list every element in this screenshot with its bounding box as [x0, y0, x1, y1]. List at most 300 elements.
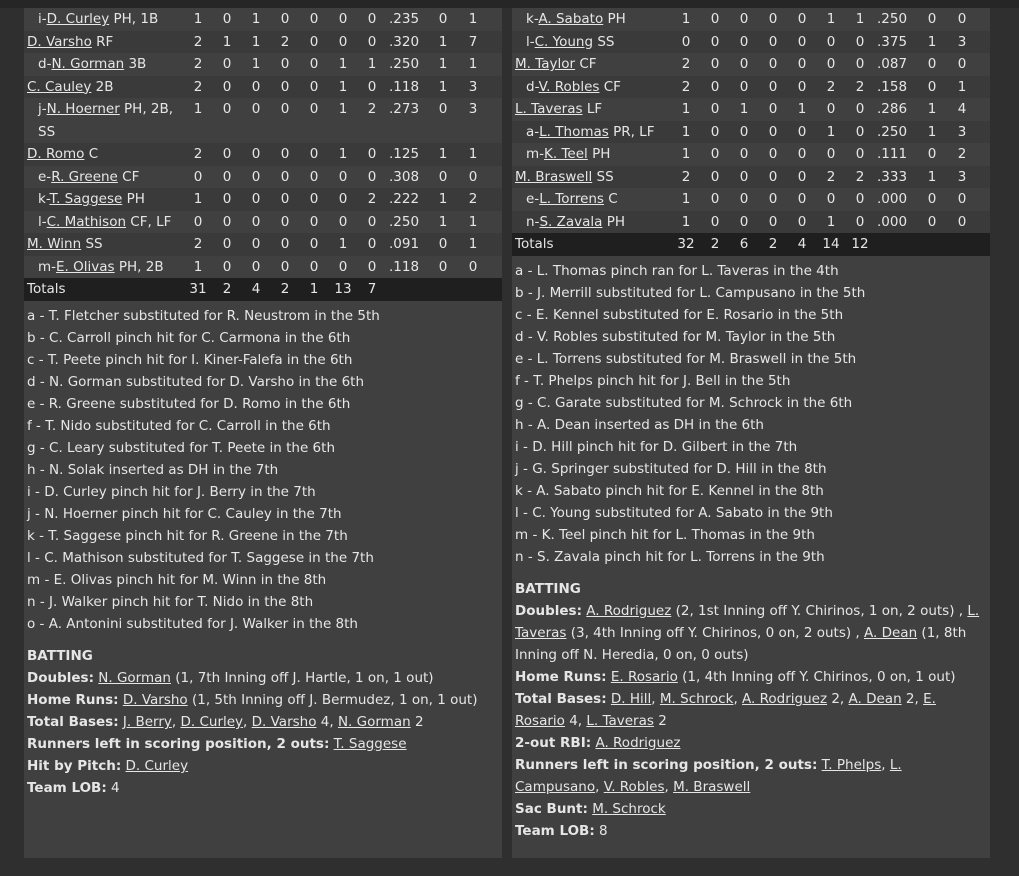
stat-cell: 0 [367, 258, 377, 275]
stat-cell: 2 [855, 168, 865, 185]
player-position: SS [593, 33, 615, 50]
stat-cell: 0 [797, 191, 807, 207]
stat-cell: 1 [438, 213, 448, 230]
player-link[interactable]: K. Teel [544, 146, 588, 162]
totals-row [24, 278, 502, 301]
player-position: PH, 1B [109, 11, 159, 27]
player-link[interactable]: D. Varsho [251, 714, 317, 730]
stat-cell: 0 [927, 146, 937, 162]
batting-stat-text: 2, [901, 691, 924, 707]
batting-stat-text: , [595, 779, 604, 795]
stat-cell: 2 [367, 101, 377, 117]
substitution-note: f - T. Nido substituted for C. Carroll in the 6th [27, 418, 331, 434]
batting-stat-text: 2 [410, 714, 424, 730]
player-link[interactable]: D. Curley [46, 11, 110, 27]
stat-cell: .273 [388, 101, 420, 117]
away-box-score-panel [24, 8, 502, 858]
stat-cell: 2 [280, 33, 290, 50]
batting-stat-line [515, 666, 987, 688]
stat-cell: 2 [681, 78, 691, 95]
totals-label: Totals [27, 281, 66, 297]
stat-cell: 1 [251, 56, 261, 72]
player-cell [38, 188, 192, 211]
stat-cell: 0 [739, 11, 749, 27]
player-link[interactable]: L. Campusano [515, 757, 902, 795]
stat-cell: 1 [468, 11, 478, 27]
stat-cell: 0 [710, 56, 720, 72]
substitution-note: e - R. Greene substituted for D. Romo in the 6th [27, 396, 351, 412]
player-cell [38, 211, 192, 234]
stat-cell: 1 [338, 236, 348, 252]
stat-cell: 0 [739, 146, 749, 162]
player-link[interactable]: T. Phelps [821, 757, 882, 773]
batting-stat-line [27, 755, 499, 777]
stat-cell: 0 [438, 11, 448, 27]
player-link[interactable]: M. Braswell [515, 168, 593, 185]
batting-stat-label: Team LOB: [515, 823, 595, 839]
stat-cell: 1 [338, 146, 348, 162]
player-link[interactable]: M. Taylor [515, 56, 576, 72]
player-link[interactable]: L. Taveras [586, 713, 654, 729]
substitution-notes [512, 256, 990, 568]
stat-cell: 3 [957, 123, 967, 140]
stat-cell: 0 [309, 236, 319, 252]
stat-cell: 0 [710, 101, 720, 117]
player-link[interactable]: M. Winn [27, 236, 82, 252]
stat-cell: 0 [710, 123, 720, 140]
stat-cell: 0 [710, 168, 720, 185]
stat-cell: .308 [388, 168, 420, 185]
stat-cell: 0 [280, 11, 290, 27]
sub-letter: e- [526, 191, 540, 207]
batting-title: BATTING [27, 648, 93, 664]
player-link[interactable]: L. Thomas [539, 123, 609, 140]
player-link[interactable]: E. Rosario [515, 691, 936, 729]
player-link[interactable]: D. Varsho [27, 33, 92, 50]
batting-section [24, 635, 502, 799]
player-link[interactable]: N. Gorman [51, 56, 125, 72]
stat-cell: 0 [855, 146, 865, 162]
stat-cell: 0 [826, 101, 836, 117]
stat-cell: 0 [927, 11, 937, 27]
stat-cell: 0 [280, 101, 290, 117]
stat-cell: 0 [251, 78, 261, 95]
sub-letter: n- [526, 213, 540, 230]
table-row [512, 166, 990, 189]
stat-cell: 0 [309, 56, 319, 72]
stat-cell: .250 [876, 11, 908, 27]
batting-stat-line [27, 689, 499, 711]
stat-cell: 0 [710, 146, 720, 162]
stat-cell: 0 [739, 123, 749, 140]
stat-cell: .091 [388, 236, 420, 252]
stat-cell: 0 [768, 33, 778, 50]
stat-cell: 0 [957, 213, 967, 230]
stat-cell: 2 [681, 168, 691, 185]
stat-cell: 0 [797, 123, 807, 140]
table-row [512, 53, 990, 76]
totals-row [512, 233, 990, 256]
player-link[interactable]: N. Gorman [337, 714, 411, 730]
stat-cell: 0 [280, 258, 290, 275]
stat-cell: 1 [468, 236, 478, 252]
player-position: PH, 2B [114, 258, 164, 275]
player-cell [515, 98, 680, 121]
player-position: CF [575, 56, 597, 72]
stat-cell: .111 [876, 146, 908, 162]
stat-cell: 0 [367, 78, 377, 95]
player-position: C [603, 191, 618, 207]
stat-cell: 0 [739, 33, 749, 50]
sub-letter: l- [38, 213, 47, 230]
stat-cell: 2 [193, 236, 203, 252]
batting-stat-line [515, 798, 987, 820]
player-link[interactable]: M. Schrock [592, 801, 666, 817]
stat-cell: 3 [468, 101, 478, 117]
player-link[interactable]: L. Torrens [539, 191, 604, 207]
batting-stat-text: (2, 1st Inning off Y. Chirinos, 1 on, 2 outs) , [671, 603, 968, 619]
batting-stat-label: Team LOB: [27, 780, 107, 796]
stat-cell: 0 [768, 123, 778, 140]
substitution-note: n - J. Walker pinch hit for T. Nido in the 8th [27, 594, 314, 610]
player-position: PH [587, 146, 611, 162]
player-position: RF [91, 33, 114, 50]
stat-cell: 1 [826, 11, 836, 27]
sub-letter: d- [38, 56, 52, 72]
batting-stat-line [515, 600, 987, 666]
stat-cell: 0 [338, 33, 348, 50]
substitution-note: o - A. Antonini substituted for J. Walker in the 8th [27, 616, 358, 632]
player-link[interactable]: T. Saggese [333, 736, 407, 752]
stat-cell: 0 [222, 56, 232, 72]
stat-cell: 1 [468, 56, 478, 72]
player-position: SS [592, 168, 614, 185]
table-row [24, 256, 502, 279]
sub-letter: m- [38, 258, 57, 275]
stat-cell: 0 [468, 168, 478, 185]
player-position: LF [582, 101, 603, 117]
stat-cell: 0 [309, 258, 319, 275]
stat-cell: 1 [957, 78, 967, 95]
stat-cell: 0 [222, 78, 232, 95]
stat-cell: .250 [876, 123, 908, 140]
player-cell [38, 8, 192, 31]
stat-cell: 0 [280, 78, 290, 95]
stat-cell: 1 [222, 33, 232, 50]
stat-cell: 4 [957, 101, 967, 117]
batting-stat-label: Home Runs: [27, 692, 119, 708]
totals-stat: 31 [189, 281, 207, 297]
player-cell [526, 143, 680, 166]
stat-cell: 0 [309, 168, 319, 185]
player-link[interactable]: L. Taveras [515, 603, 980, 641]
batting-stat-line [515, 688, 987, 732]
stat-cell: 1 [367, 56, 377, 72]
stat-cell: 0 [768, 101, 778, 117]
substitution-note: i - D. Curley pinch hit for J. Berry in the 7th [27, 484, 316, 500]
player-link[interactable]: V. Robles [603, 779, 665, 795]
player-link[interactable]: L. Taveras [515, 101, 583, 117]
player-link[interactable]: D. Romo [27, 146, 85, 162]
stat-cell: 0 [251, 258, 261, 275]
stat-cell: 0 [280, 56, 290, 72]
stat-cell: 0 [710, 213, 720, 230]
stat-cell: 0 [309, 191, 319, 207]
stat-cell: 2 [468, 191, 478, 207]
batting-stat-text: (1, 4th Inning off Y. Chirinos, 0 on, 1 out) [677, 669, 956, 685]
substitution-note: i - D. Hill pinch hit for D. Gilbert in the 7th [515, 439, 798, 455]
player-link[interactable]: T. Saggese [49, 191, 123, 207]
stat-cell: 0 [222, 213, 232, 230]
stat-cell: 0 [768, 146, 778, 162]
player-position: PH [603, 11, 626, 27]
batting-stat-text: , [881, 757, 890, 773]
player-link[interactable]: S. Zavala [539, 213, 603, 230]
stat-cell: 0 [797, 11, 807, 27]
stat-cell: 0 [338, 258, 348, 275]
stat-cell: 0 [367, 33, 377, 50]
stat-cell: 0 [222, 168, 232, 185]
totals-stat: 13 [334, 281, 352, 297]
table-row [24, 98, 502, 143]
player-link[interactable]: M. Braswell [673, 779, 751, 795]
batting-stat-label: Home Runs: [515, 669, 607, 685]
stat-cell: 0 [826, 146, 836, 162]
player-position: PR, LF [608, 123, 655, 140]
player-link[interactable]: R. Greene [51, 168, 118, 185]
player-link[interactable]: A. Sabato [538, 11, 604, 27]
stat-cell: 0 [222, 236, 232, 252]
stat-cell: .000 [876, 191, 908, 207]
player-cell [27, 233, 192, 256]
stat-cell: 0 [739, 191, 749, 207]
substitution-note: h - N. Solak inserted as DH in the 7th [27, 462, 279, 478]
stat-cell: 1 [681, 213, 691, 230]
table-row [512, 8, 990, 31]
player-link[interactable]: A. Rodriguez [742, 691, 828, 707]
substitution-note: n - S. Zavala pinch hit for L. Torrens in the 9th [515, 549, 825, 565]
player-link[interactable]: A. Rodriguez [586, 603, 672, 619]
stat-cell: 2 [826, 168, 836, 185]
stat-cell: 1 [338, 78, 348, 95]
table-row [512, 143, 990, 166]
player-cell [38, 53, 192, 76]
stat-cell: 0 [309, 146, 319, 162]
stat-cell: 0 [280, 191, 290, 207]
stat-cell: 0 [797, 168, 807, 185]
stat-cell: 0 [438, 258, 448, 275]
table-row [512, 121, 990, 144]
stat-cell: 1 [927, 123, 937, 140]
stat-cell: 0 [739, 168, 749, 185]
player-link[interactable]: N. Hoerner [46, 101, 120, 117]
substitution-note: m - E. Olivas pinch hit for M. Winn in the 8th [27, 572, 327, 588]
player-link[interactable]: C. Mathison [46, 213, 127, 230]
stat-cell: 1 [438, 56, 448, 72]
stat-cell: 0 [927, 78, 937, 95]
table-row [24, 188, 502, 211]
stat-cell: 2 [193, 78, 203, 95]
stat-cell: 1 [927, 101, 937, 117]
sub-letter: e- [38, 168, 52, 185]
stat-cell: 0 [927, 191, 937, 207]
stat-cell: 0 [797, 78, 807, 95]
substitution-note: h - A. Dean inserted as DH in the 6th [515, 417, 764, 433]
player-cell [27, 76, 192, 99]
substitution-note: b - C. Carroll pinch hit for C. Carmona in the 6th [27, 330, 351, 346]
stat-cell: .375 [876, 33, 908, 50]
stat-cell: 0 [338, 168, 348, 185]
stat-cell: 0 [338, 213, 348, 230]
player-position: PH [602, 213, 625, 230]
player-cell [526, 76, 680, 99]
stat-cell: 2 [826, 78, 836, 95]
stat-cell: 0 [768, 213, 778, 230]
stat-cell: 1 [438, 146, 448, 162]
top-strip [0, 0, 1019, 8]
batting-stat-text: , [171, 714, 181, 730]
player-cell [38, 256, 192, 279]
player-cell [38, 166, 192, 189]
totals-stat: 7 [367, 281, 377, 297]
totals-stat: 2 [768, 236, 778, 252]
stat-cell: 1 [468, 213, 478, 230]
player-link[interactable]: C. Young [534, 33, 594, 50]
stat-cell: .118 [388, 78, 420, 95]
batting-stat-label: Sac Bunt: [515, 801, 588, 817]
stat-cell: 0 [338, 191, 348, 207]
stat-cell: 2 [193, 56, 203, 72]
player-link[interactable]: C. Cauley [27, 78, 92, 95]
table-row [512, 76, 990, 99]
player-link[interactable]: V. Robles [538, 78, 600, 95]
player-link[interactable]: A. Dean [848, 691, 902, 707]
batting-title: BATTING [515, 581, 581, 597]
batting-stat-text: (1, 8th Inning off N. Heredia, 0 on, 0 outs) [515, 625, 967, 663]
stat-cell: 0 [739, 213, 749, 230]
stat-cell: .087 [876, 56, 908, 72]
stat-cell: 0 [855, 191, 865, 207]
stat-cell: 0 [309, 101, 319, 117]
stat-cell: 0 [222, 191, 232, 207]
substitution-note: d - N. Gorman substituted for D. Varsho in the 6th [27, 374, 365, 390]
stat-cell: .158 [876, 78, 908, 95]
stat-cell: 0 [438, 101, 448, 117]
totals-stat: 2 [222, 281, 232, 297]
player-position: CF [599, 78, 621, 95]
player-cell [526, 8, 680, 31]
stat-cell: 0 [768, 191, 778, 207]
stat-cell: 0 [309, 33, 319, 50]
totals-stat: 4 [797, 236, 807, 252]
stat-cell: 1 [826, 123, 836, 140]
player-position: CF [117, 168, 140, 185]
batting-stat-label: Runners left in scoring position, 2 outs: [27, 736, 330, 752]
batting-stat-text: 2 [653, 713, 667, 729]
sub-letter: i- [38, 11, 47, 27]
stat-cell: 0 [309, 213, 319, 230]
batting-stat-line [515, 754, 987, 798]
table-row [24, 211, 502, 234]
batting-stat-text: 4, [564, 713, 587, 729]
stat-cell: 0 [927, 213, 937, 230]
stat-cell: 0 [957, 11, 967, 27]
table-row [24, 31, 502, 54]
stat-cell: 0 [280, 168, 290, 185]
stat-cell: 0 [309, 11, 319, 27]
stat-cell: 0 [251, 146, 261, 162]
player-cell [515, 166, 680, 189]
player-link[interactable]: D. Curley [180, 714, 244, 730]
stat-cell: 0 [193, 168, 203, 185]
batting-stat-label: 2-out RBI: [515, 735, 592, 751]
stat-cell: .250 [388, 56, 420, 72]
stat-cell: 0 [222, 11, 232, 27]
substitution-note: g - C. Garate substituted for M. Schrock in the 6th [515, 395, 853, 411]
stat-cell: 0 [438, 236, 448, 252]
stat-cell: 0 [222, 146, 232, 162]
totals-stat: 6 [739, 236, 749, 252]
batting-stat-text: 8 [594, 823, 608, 839]
sub-letter: j- [38, 101, 47, 117]
substitution-note: e - L. Torrens substituted for M. Braswell in the 5th [515, 351, 857, 367]
stat-cell: .320 [388, 33, 420, 50]
stat-cell: 0 [710, 191, 720, 207]
stat-cell: 1 [338, 101, 348, 117]
stat-cell: 1 [681, 11, 691, 27]
substitution-note: b - J. Merrill substituted for L. Campusano in the 5th [515, 285, 866, 301]
stat-cell: 1 [855, 11, 865, 27]
sub-letter: l- [526, 33, 535, 50]
sub-letter: k- [38, 191, 50, 207]
player-link[interactable]: M. Schrock [659, 691, 734, 707]
totals-stat: 2 [710, 236, 720, 252]
stat-cell: 0 [768, 56, 778, 72]
player-position: 2B [91, 78, 114, 95]
table-row [512, 31, 990, 54]
player-link[interactable]: D. Hill [610, 691, 652, 707]
stat-cell: 0 [367, 168, 377, 185]
table-row [24, 53, 502, 76]
stat-cell: 2 [367, 191, 377, 207]
stat-cell: 0 [710, 78, 720, 95]
player-link[interactable]: A. Dean [864, 625, 918, 641]
stat-cell: 0 [280, 236, 290, 252]
player-link[interactable]: E. Olivas [56, 258, 115, 275]
player-cell [38, 98, 192, 143]
stat-cell: 2 [193, 33, 203, 50]
player-cell [526, 31, 680, 54]
batting-stat-line [515, 732, 987, 754]
stat-cell: 1 [193, 101, 203, 117]
table-row [24, 166, 502, 189]
substitution-note: k - T. Saggese pinch hit for R. Greene in the 7th [27, 528, 348, 544]
player-link[interactable]: N. Gorman [98, 670, 171, 686]
player-link[interactable]: E. Rosario [610, 669, 678, 685]
stat-cell: 1 [438, 191, 448, 207]
player-link[interactable]: A. Rodriguez [595, 735, 681, 751]
stat-cell: 0 [797, 33, 807, 50]
substitution-note: j - N. Hoerner pinch hit for C. Cauley in the 7th [27, 506, 342, 522]
totals-stat: 2 [280, 281, 290, 297]
stat-cell: 1 [681, 101, 691, 117]
player-link[interactable]: D. Curley [125, 758, 189, 774]
stat-cell: 1 [739, 101, 749, 117]
stat-cell: 0 [222, 101, 232, 117]
stat-cell: 2 [957, 146, 967, 162]
player-link[interactable]: D. Varsho [122, 692, 188, 708]
player-link[interactable]: J. Berry [122, 714, 172, 730]
